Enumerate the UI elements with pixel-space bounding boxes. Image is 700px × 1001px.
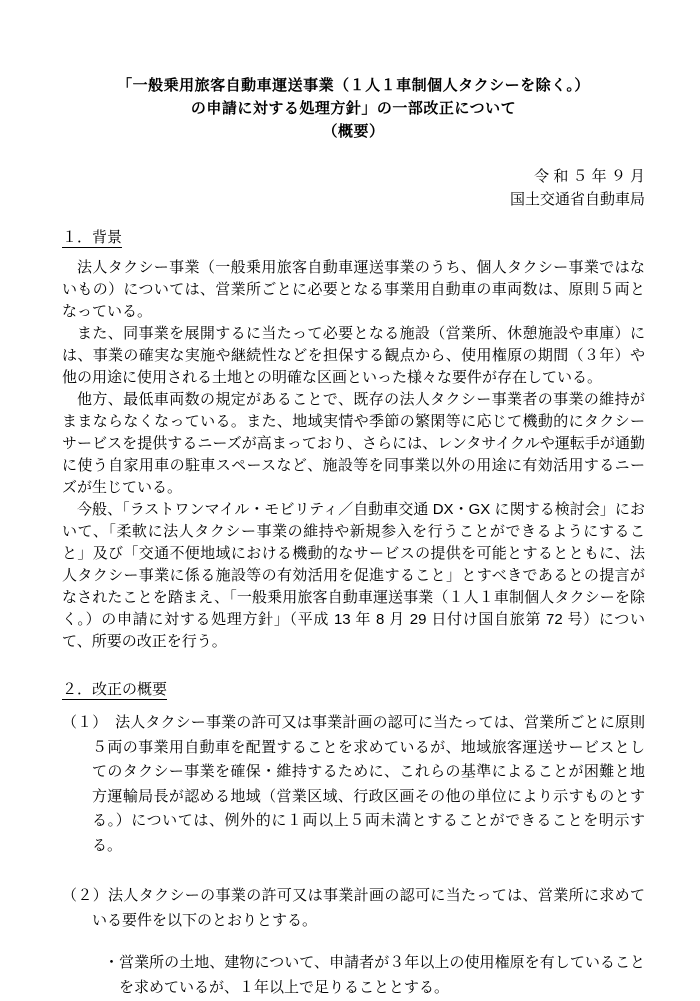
paragraph: 今般、「ラストワンマイル・モビリティ／自動車交通 DX・GX に関する検討会」において、「柔軟に法人タクシー事業の維持や新規参入を行うことができるようにすること」及び「交通不便地域における機動的なサービスの提供を可能とするとともに、法人タクシー事業に係る施設等の有効活用を促進すること」とすべきであるとの提言がなされたことを踏まえ、「一般乗用旅客自動車運送事業（１人１車制個人タクシーを除く。）の申請に対する処理方針」（平成 13 年 8 月 29 日付け国自旅第 72 号）について、所要の改正を行う。 bbox=[62, 501, 645, 650]
paragraph: 法人タクシー事業（一般乗用旅客自動車運送事業のうち、個人タクシー事業ではないもの）については、営業所ごとに必要となる事業用自動車の車両数は、原則５両となっている。 bbox=[62, 259, 645, 320]
document-organization: 国土交通省自動車局 bbox=[509, 191, 645, 208]
document-title bbox=[62, 74, 645, 143]
section2-heading-text: ２．改正の概要 bbox=[62, 681, 168, 698]
title-line-1: 「一般乗用旅客自動車運送事業（１人１車制個人タクシーを除く。） bbox=[117, 77, 590, 94]
section1-heading bbox=[62, 227, 645, 249]
numbered-item: （１） 法人タクシー事業の許可又は事業計画の認可に当たっては、営業所ごとに原則５両の事業用自動車を配置することを求めているが、地域旅客運送サービスとしてのタクシー事業を確保・維持するために、これらの基準によることが困難と地方運輸局長が認める地域（営業区域、行政区画その他の単位により示すものとする。）については、例外的に１両以上５両未満とすることができることを明示する。 bbox=[62, 714, 645, 854]
title-line-3: （概要） bbox=[322, 123, 385, 140]
section-revision-summary bbox=[62, 679, 645, 1000]
title-line-2: の申請に対する処理方針」の一部改正について bbox=[190, 100, 517, 117]
section2-heading bbox=[62, 679, 645, 701]
section-background bbox=[62, 227, 645, 653]
paragraph: 他方、最低車両数の規定があることで、既存の法人タクシー事業者の事業の維持がままならなくなっている。また、地域実情や季節の繁閑等に応じて機動的にタクシーサービスを提供するニーズが高まっており、さらには、レンタサイクルや運転手が通勤に使う自家用車の駐車スペースなど、施設等を同事業以外の用途に有効活用するニーズが生じている。 bbox=[62, 391, 645, 496]
bullet-item: ・営業所の土地、建物について、申請者が３年以上の使用権原を有していることを求めているが、１年以上で足りることとする。 bbox=[104, 954, 645, 996]
section1-heading-text: １．背景 bbox=[62, 229, 123, 246]
numbered-item: （２）法人タクシーの事業の許可又は事業計画の認可に当たっては、営業所に求めている要件を以下のとおりとする。 bbox=[62, 887, 645, 929]
document-date: 令 和 ５ 年 ９ 月 bbox=[534, 168, 645, 185]
paragraph: また、同事業を展開するに当たって必要となる施設（営業所、休憩施設や車庫）には、事業の確実な実施や継続性などを担保する観点から、使用権原の期間（３年）や他の用途に使用される土地との明確な区画といった様々な要件が存在している。 bbox=[62, 325, 645, 386]
byline bbox=[62, 165, 645, 211]
